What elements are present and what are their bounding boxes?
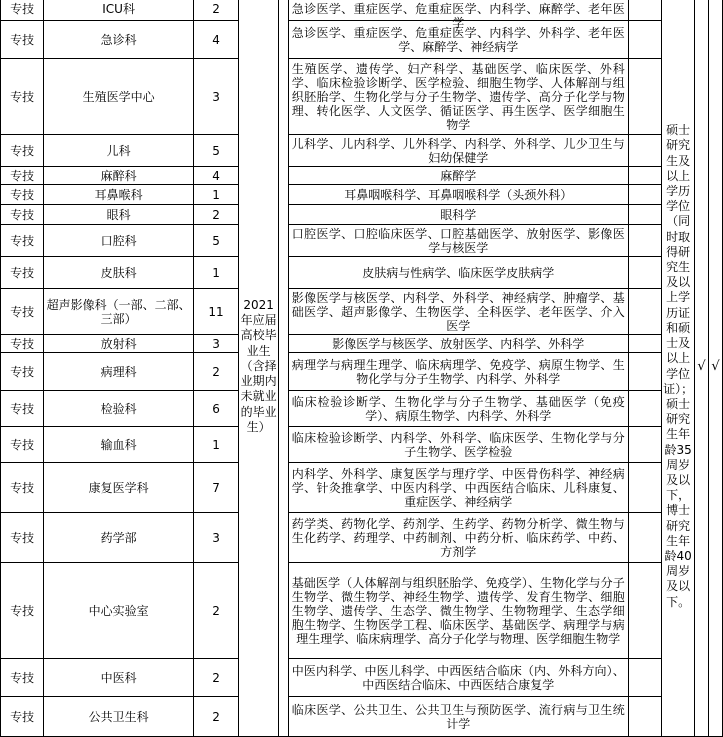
empty-cell	[628, 0, 661, 21]
education-text: 硕士研究生及以上学历学位（同时取得研究生及以上学历证和硕士及以上学位证）；硕士研究生年龄35周岁及以下，博士研究生年龄40周岁及以下。	[663, 123, 694, 609]
type-cell: 专技	[1, 135, 44, 167]
department-cell: 急诊科	[44, 21, 193, 59]
empty-cell	[628, 185, 661, 205]
table-row	[1, 0, 723, 21]
major-cell	[288, 289, 628, 335]
count-cell: 1	[193, 185, 238, 205]
department-cell: 放射科	[44, 335, 193, 353]
major-text: 临床医学、公共卫生、公共卫生与预防医学、流行病与卫生统计学	[291, 702, 625, 731]
empty-cell	[628, 659, 661, 697]
department-cell: 眼科	[44, 205, 193, 225]
major-text: 影像医学与核医学、放射医学、内科学、外科学	[332, 336, 585, 351]
type-cell: 专技	[1, 205, 44, 225]
empty-cell	[628, 205, 661, 225]
major-cell	[288, 353, 628, 391]
major-cell	[288, 427, 628, 463]
empty-cell	[628, 513, 661, 563]
count-cell: 2	[193, 563, 238, 659]
table-row	[1, 513, 723, 563]
empty-cell	[628, 335, 661, 353]
count-cell: 3	[193, 335, 238, 353]
count-cell: 2	[193, 205, 238, 225]
table-row	[1, 289, 723, 335]
empty-cell	[628, 353, 661, 391]
table-row	[1, 225, 723, 257]
check-mark: √	[711, 358, 720, 374]
major-cell	[288, 21, 628, 59]
major-cell	[288, 185, 628, 205]
major-cell	[288, 0, 628, 30]
major-cell	[288, 225, 628, 257]
major-cell	[288, 59, 628, 135]
major-cell	[288, 167, 628, 185]
empty-cell	[628, 697, 661, 737]
department-cell: 超声影像科（一部、二部、三部）	[44, 289, 193, 335]
major-text: 中医内科学、中医儿科学、中西医结合临床（内、外科方向）、中西医结合临床、中西医结合康复学	[291, 663, 625, 692]
major-text: 眼科学	[440, 207, 477, 222]
department-cell: 生殖医学中心	[44, 59, 193, 135]
department-cell: 麻醉科	[44, 167, 193, 185]
major-text: 病理学与病理生理学、临床病理学、免疫学、病原生物学、生物化学与分子生物学、内科学、外科学	[291, 357, 625, 386]
table-row	[1, 563, 723, 659]
table-row	[1, 135, 723, 167]
major-text: 基础医学（人体解剖与组织胚胎学、免疫学）、生物化学与分子生物学、微生物学、神经生物学、遗传学、发育生物学、细胞生物学、遗传学、生态学、微生物学、生物物理学、生态学细胞生物学、生物医学工程、临床医学、基础医学、病理学与病理生理学、临床病理学、高分子化学与物理、医学细胞生物学	[291, 575, 625, 646]
major-text: 急诊医学、重症医学、危重症医学、内科学、外科学、老年医学、麻醉学、神经病学	[291, 25, 625, 54]
type-cell: 专技	[1, 463, 44, 513]
department-cell: 药学部	[44, 513, 193, 563]
type-cell: 专技	[1, 659, 44, 697]
major-cell	[288, 513, 628, 563]
type-cell: 专技	[1, 353, 44, 391]
table-row	[1, 659, 723, 697]
education-cell	[662, 0, 695, 737]
type-cell: 专技	[1, 563, 44, 659]
type-cell: 专技	[1, 21, 44, 59]
count-cell: 5	[193, 135, 238, 167]
major-text: 影像医学与核医学、内科学、外科学、神经病学、肿瘤学、基础医学、超声影像学、生物医学、全科医学、老年医学、介入医学	[291, 290, 625, 333]
type-cell: 专技	[1, 257, 44, 289]
type-cell: 专技	[1, 289, 44, 335]
count-cell: 1	[193, 257, 238, 289]
major-text: 耳鼻咽喉科学、耳鼻咽喉科学（头颈外科）	[344, 187, 573, 202]
table-row	[1, 21, 723, 59]
table-body	[1, 0, 723, 737]
empty-cell	[628, 289, 661, 335]
type-cell: 专技	[1, 225, 44, 257]
empty-cell	[628, 135, 661, 167]
table-row	[1, 205, 723, 225]
table-row	[1, 353, 723, 391]
type-cell: 专技	[1, 697, 44, 737]
empty-cell	[628, 59, 661, 135]
count-cell: 4	[193, 167, 238, 185]
major-cell	[288, 205, 628, 225]
department-cell: 口腔科	[44, 225, 193, 257]
department-cell: 中心实验室	[44, 563, 193, 659]
department-cell: 公共卫生科	[44, 697, 193, 737]
table-row	[1, 335, 723, 353]
empty-cell	[628, 463, 661, 513]
major-cell	[288, 135, 628, 167]
major-text: 临床检验诊断学、生物化学与分子生物学、基础医学（免疫学）、病原生物学、内科学、外科学	[291, 394, 625, 423]
major-text: 药学类、药物化学、药剂学、生药学、药物分析学、微生物与生化药学、药理学、中药制剂、中药分析、临床药学、中药、方剂学	[291, 516, 625, 559]
check-cell-b	[709, 0, 723, 737]
department-cell: ICU科	[44, 0, 193, 21]
major-cell	[288, 659, 628, 697]
department-cell: 康复医学科	[44, 463, 193, 513]
major-cell	[288, 257, 628, 289]
count-cell: 3	[193, 59, 238, 135]
department-cell: 耳鼻喉科	[44, 185, 193, 205]
type-cell: 专技	[1, 167, 44, 185]
type-cell: 专技	[1, 59, 44, 135]
type-cell: 专技	[1, 513, 44, 563]
major-cell	[288, 697, 628, 737]
count-cell: 4	[193, 21, 238, 59]
count-cell: 2	[193, 0, 238, 21]
count-cell: 2	[193, 353, 238, 391]
check-mark: √	[697, 358, 706, 374]
department-cell: 中医科	[44, 659, 193, 697]
empty-cell	[628, 225, 661, 257]
table-row	[1, 59, 723, 135]
table-row	[1, 463, 723, 513]
major-text: 儿科学、儿内科学、儿外科学、内科学、外科学、儿少卫生与妇幼保健学	[291, 136, 625, 165]
count-cell: 6	[193, 391, 238, 427]
type-cell: 专技	[1, 427, 44, 463]
major-text: 急诊医学、重症医学、危重症医学、内科学、麻醉学、老年医学	[291, 1, 625, 30]
count-cell: 2	[193, 659, 238, 697]
target-group-text: 2021年应届高校毕业生（含择业期内未就业的毕业生）	[240, 298, 277, 434]
count-cell: 5	[193, 225, 238, 257]
major-text: 内科学、外科学、康复医学与理疗学、中医骨伤科学、神经病学、针灸推拿学、中医内科学、中西医结合临床、儿科康复、重症医学、神经病学	[291, 466, 625, 509]
count-cell: 2	[193, 697, 238, 737]
major-text: 口腔医学、口腔临床医学、口腔基础医学、放射医学、影像医学与核医学	[291, 226, 625, 255]
table-row	[1, 257, 723, 289]
major-cell	[288, 391, 628, 427]
department-cell: 检验科	[44, 391, 193, 427]
type-cell: 专技	[1, 0, 44, 21]
type-cell: 专技	[1, 185, 44, 205]
check-cell-a	[695, 0, 709, 737]
table-row	[1, 185, 723, 205]
empty-cell	[628, 21, 661, 59]
count-cell: 3	[193, 513, 238, 563]
department-cell: 皮肤科	[44, 257, 193, 289]
type-cell: 专技	[1, 391, 44, 427]
type-cell: 专技	[1, 335, 44, 353]
empty-cell	[628, 391, 661, 427]
department-cell: 输血科	[44, 427, 193, 463]
empty-column-cell	[278, 0, 288, 737]
major-text: 麻醉学	[440, 168, 477, 183]
major-text: 皮肤病与性病学、临床医学皮肤病学	[362, 265, 555, 280]
table-row	[1, 427, 723, 463]
major-text: 生殖医学、遗传学、妇产科学、基础医学、临床医学、外科学、临床检验诊断学、医学检验、细胞生物学、人体解剖与组织胚胎学、生物化学与分子生物学、遗传学、高分子化学与物理、转化医学、人文医学、循证医学、再生医学、医学细胞生物学	[291, 61, 625, 132]
major-cell	[288, 335, 628, 353]
department-cell: 儿科	[44, 135, 193, 167]
department-cell: 病理科	[44, 353, 193, 391]
major-cell	[288, 463, 628, 513]
count-cell: 7	[193, 463, 238, 513]
count-cell: 1	[193, 427, 238, 463]
table-row	[1, 697, 723, 737]
table-row	[1, 391, 723, 427]
count-cell: 11	[193, 289, 238, 335]
table-row	[1, 167, 723, 185]
empty-cell	[628, 563, 661, 659]
empty-cell	[628, 167, 661, 185]
empty-cell	[628, 427, 661, 463]
major-text: 临床检验诊断学、内科学、外科学、临床医学、生物化学与分子生物学、医学检验	[291, 430, 625, 459]
major-cell	[288, 563, 628, 659]
target-group-cell	[239, 0, 279, 737]
empty-cell	[628, 257, 661, 289]
